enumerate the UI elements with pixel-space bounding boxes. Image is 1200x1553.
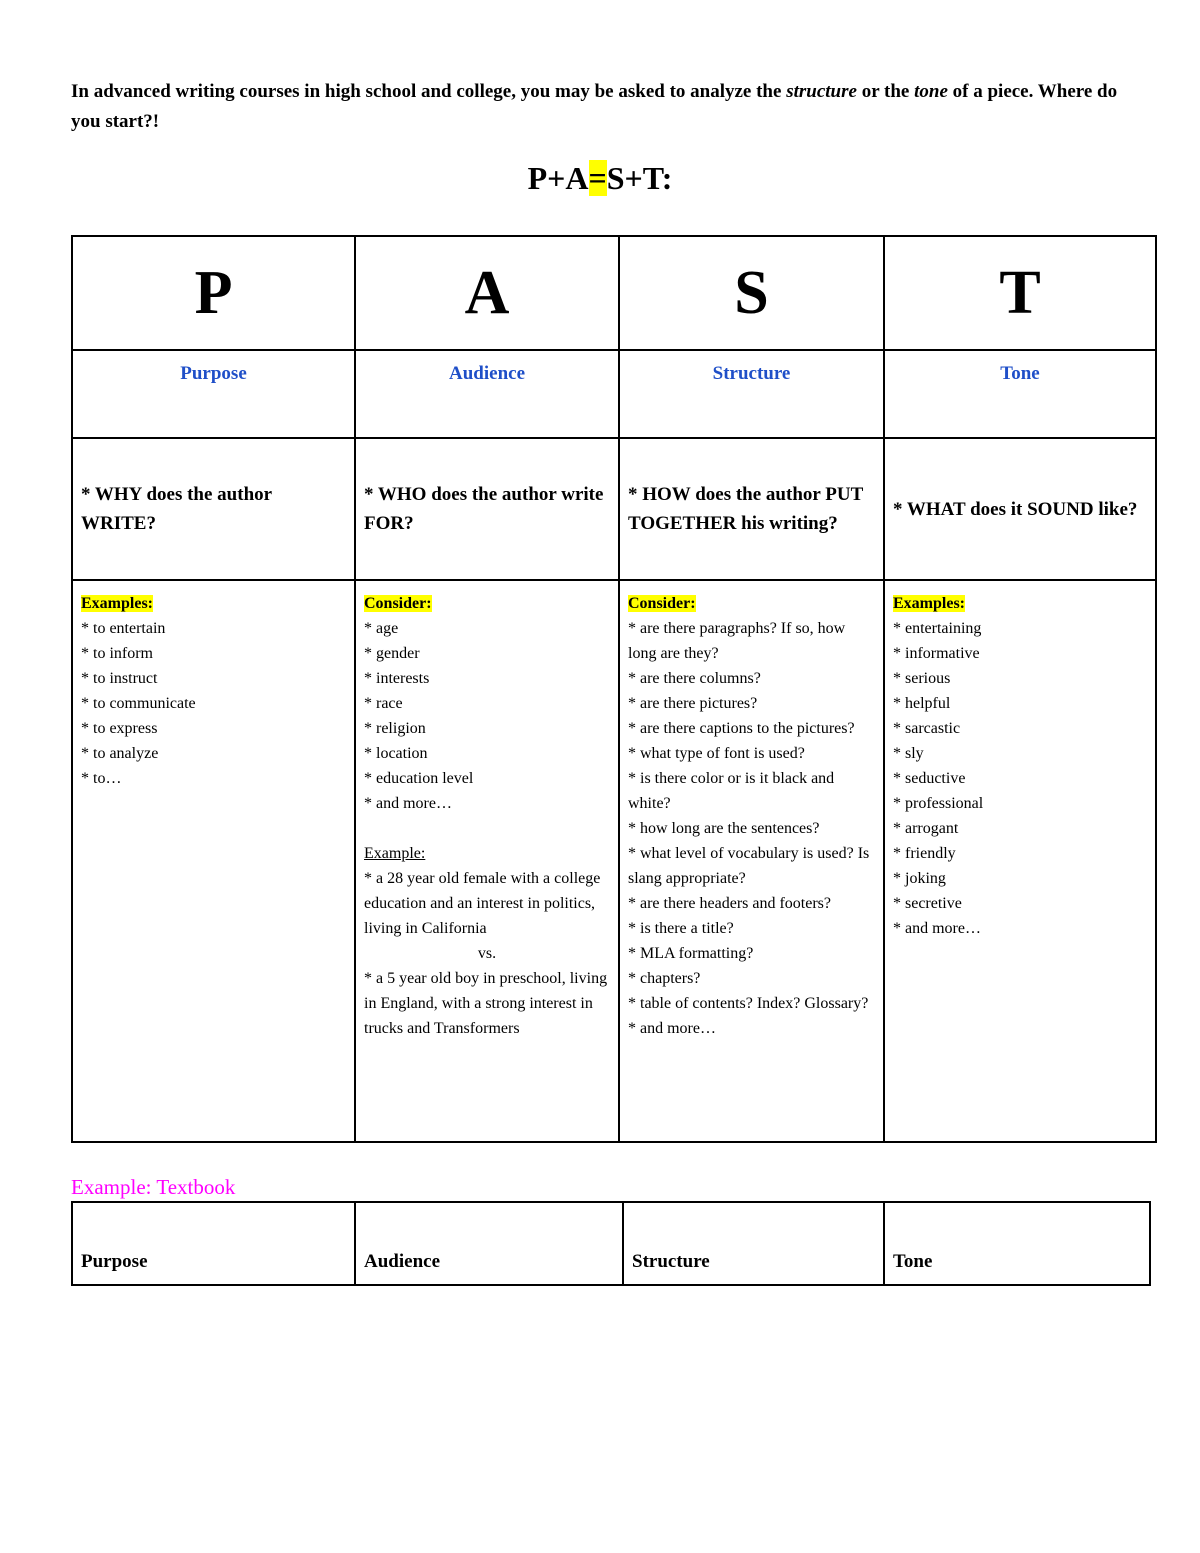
list-item: * to instruct [81, 670, 158, 687]
list-item: * entertaining [893, 620, 982, 637]
formula-part-1: P+A [527, 160, 589, 196]
list-item: * interests [364, 670, 430, 687]
list-row [72, 580, 1156, 1142]
list-item: * to communicate [81, 695, 196, 712]
list-item: * friendly [893, 845, 956, 862]
list-item: * to express [81, 720, 158, 737]
list-item: * and more… [364, 795, 452, 812]
list-item: * serious [893, 670, 951, 687]
list-item: * what type of font is used? [628, 745, 805, 762]
list-item: * age [364, 620, 399, 637]
list-item: * seductive [893, 770, 966, 787]
question-cell-tone: * WHAT does it SOUND like? [884, 438, 1156, 580]
list-item: * how long are the sentences? [628, 820, 820, 837]
list-item: * gender [364, 645, 420, 662]
versus-label: vs. [477, 945, 497, 962]
list-item: * and more… [893, 920, 981, 937]
example-header-structure: Structure [623, 1202, 884, 1285]
question-row [72, 438, 1156, 580]
letter-row [72, 236, 1156, 350]
list-item: * are there paragraphs? If so, how long are they? [628, 620, 846, 662]
name-row [72, 350, 1156, 438]
question-cell-purpose: * WHY does the author WRITE? [72, 438, 355, 580]
example-header-row [72, 1202, 1150, 1285]
example-header-purpose: Purpose [72, 1202, 355, 1285]
example-header-audience: Audience [355, 1202, 623, 1285]
name-cell-tone: Tone [884, 350, 1156, 438]
list-cell-tone [884, 580, 1156, 1142]
question-cell-structure: * HOW does the author PUT TOGETHER his writing? [619, 438, 884, 580]
list-cell-audience [355, 580, 619, 1142]
list-item: * joking [893, 870, 946, 887]
example-table [71, 1201, 1151, 1286]
list-item: * to… [81, 770, 122, 787]
letter-cell-s: S [619, 236, 884, 350]
list-item: * are there headers and footers? [628, 895, 831, 912]
name-cell-structure: Structure [619, 350, 884, 438]
list-item: * helpful [893, 695, 951, 712]
list-item: * secretive [893, 895, 962, 912]
list-item: * what level of vocabulary is used? Is slang appropriate? [628, 845, 870, 887]
letter-cell-p: P [72, 236, 355, 350]
example-heading: Example: [364, 845, 426, 862]
formula-equals-highlight: = [588, 160, 607, 196]
formula-part-2: S+T: [606, 160, 673, 196]
intro-text-2: or the [856, 81, 915, 102]
past-formula [0, 160, 1200, 197]
list-heading: Examples: [893, 595, 965, 612]
list-item: * are there pictures? [628, 695, 758, 712]
letter-cell-t: T [884, 236, 1156, 350]
audience-example-2: * a 5 year old boy in preschool, living in England, with a strong interest in trucks and Transformers [364, 970, 608, 1037]
list-item: * and more… [628, 1020, 716, 1037]
list-item: * table of contents? Index? Glossary? [628, 995, 869, 1012]
name-cell-audience: Audience [355, 350, 619, 438]
list-item: * informative [893, 645, 980, 662]
question-cell-audience: * WHO does the author write FOR? [355, 438, 619, 580]
list-item: * is there a title? [628, 920, 734, 937]
audience-example-1: * a 28 year old female with a college education and an interest in politics, living in California [364, 870, 601, 937]
list-heading: Examples: [81, 595, 153, 612]
list-heading: Consider: [628, 595, 696, 612]
list-item: * are there columns? [628, 670, 761, 687]
list-item: * is there color or is it black and white? [628, 770, 835, 812]
list-item: * location [364, 745, 428, 762]
intro-tone-word: tone [914, 81, 948, 102]
letter-cell-a: A [355, 236, 619, 350]
past-table [71, 235, 1157, 1143]
list-item: * arrogant [893, 820, 959, 837]
list-heading: Consider: [364, 595, 432, 612]
intro-text-1: In advanced writing courses in high school and college, you may be asked to analyze the [71, 81, 787, 102]
list-item: * to analyze [81, 745, 159, 762]
list-item: * chapters? [628, 970, 701, 987]
list-item: * professional [893, 795, 984, 812]
list-item: * race [364, 695, 403, 712]
list-cell-purpose [72, 580, 355, 1142]
list-item: * MLA formatting? [628, 945, 754, 962]
intro-paragraph [71, 77, 1131, 137]
list-item: * sarcastic [893, 720, 961, 737]
list-item: * sly [893, 745, 924, 762]
list-cell-structure [619, 580, 884, 1142]
name-cell-purpose: Purpose [72, 350, 355, 438]
list-item: * to inform [81, 645, 153, 662]
example-header-tone: Tone [884, 1202, 1150, 1285]
intro-text-3: of a piece. Where do you start?! [71, 81, 1118, 132]
list-item: * to entertain [81, 620, 166, 637]
list-item: * religion [364, 720, 426, 737]
intro-structure-word: structure [786, 81, 857, 102]
example-title: Example: Textbook [71, 1175, 236, 1199]
list-item: * are there captions to the pictures? [628, 720, 855, 737]
list-item: * education level [364, 770, 474, 787]
